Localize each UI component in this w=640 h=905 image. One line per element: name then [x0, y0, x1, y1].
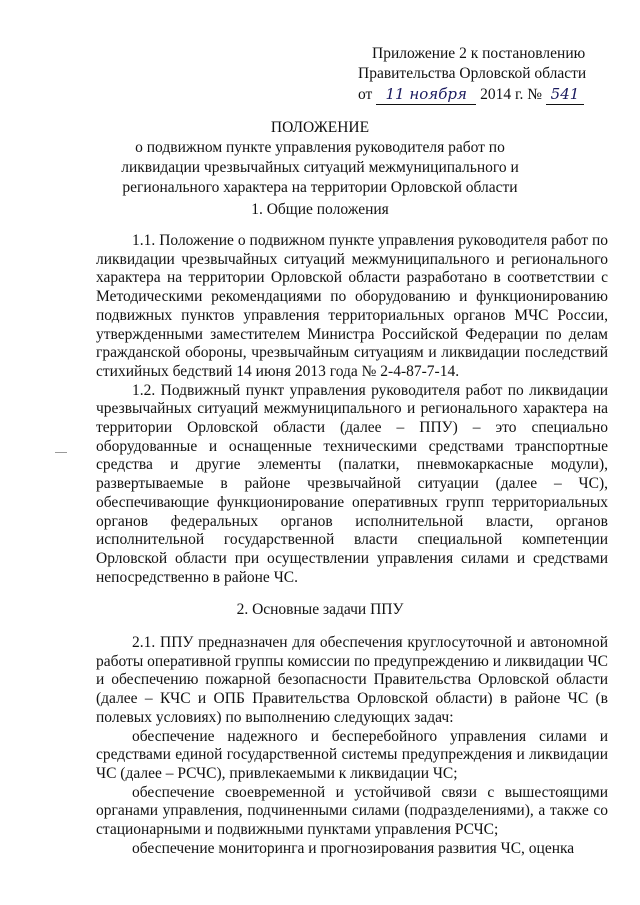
- margin-mark: [55, 452, 67, 453]
- appendix-line-2: Правительства Орловской области: [358, 65, 587, 82]
- section-1-heading: 1. Общие положения: [251, 201, 389, 218]
- appendix-year-label: 2014 г. №: [480, 86, 543, 103]
- handwritten-date: 11 ноября: [376, 84, 476, 105]
- section-1-body: [96, 232, 608, 587]
- appendix-header: [358, 44, 618, 105]
- paragraph-1-2: 1.2. Подвижный пункт управления руководителя работ по ликвидации чрезвычайных ситуаций межмуниципального и регионального характера на территории Орловской области (далее – ППУ) – это специально оборудованные и оснащенные техническими средствами транспортные средства и другие элементы (палатки, пневмокаркасные модули), развертываемые в районе чрезвычайной ситуации (далее – ЧС), обеспечивающие функционирование оперативных групп территориальных органов федеральных органов исполнительной власти, органов исполнительной государственной власти специальной компетенции Орловской области при осуществлении управления силами и средствами непосредственно в районе ЧС.: [96, 381, 608, 586]
- section-2-heading: 2. Основные задачи ППУ: [236, 601, 404, 618]
- handwritten-number: 541: [546, 84, 584, 105]
- paragraph-2-1: 2.1. ППУ предназначен для обеспечения круглосуточной и автономной работы оперативной группы комиссии по предупреждению и ликвидации ЧС и обеспечению пожарной безопасности Правительства Орловской области (далее – КЧС и ОПБ Правительства Орловской области) в районе ЧС (в полевых условиях) по выполнению следующих задач:: [96, 634, 608, 726]
- appendix-from-label: от: [358, 86, 373, 103]
- document-subtitle-text: о подвижном пункте управления руководителя работ по ликвидации чрезвычайных ситуаций межмуниципального и регионального характера на территории Орловской области: [121, 139, 519, 196]
- task-item-3: обеспечение мониторинга и прогнозирования развития ЧС, оценка: [132, 839, 575, 857]
- appendix-line-3: [358, 84, 618, 105]
- task-item-1: обеспечение надежного и бесперебойного управления силами и средствами единой государственной системы предупреждения и ликвидации ЧС (далее – РСЧС), привлекаемыми к ликвидации ЧС;: [96, 727, 608, 782]
- document-subtitle: [0, 138, 640, 198]
- task-item-2: обеспечение своевременной и устойчивой связи с вышестоящими органами управления, подчиненными силами (подразделениями), а также со стационарными и подвижными пунктами управления РСЧС;: [96, 783, 608, 839]
- appendix-line-1: Приложение 2 к постановлению: [372, 45, 586, 62]
- paragraph-1-1: 1.1. Положение о подвижном пункте управления руководителя работ по ликвидации чрезвычайных ситуаций межмуниципального и регионального характера на территории Орловской области разработано в соответствии с Методическими рекомендациями по оборудованию и функционированию подвижных пунктов управления территориальных органов МЧС России, утвержденными заместителем Министра Российской Федерации по делам гражданской обороны, чрезвычайным ситуациям и ликвидации последствий стихийных бедствий 14 июня 2013 года № 2-4-87-7-14.: [96, 232, 608, 380]
- document-title: ПОЛОЖЕНИЕ: [270, 119, 370, 136]
- section-2-body: [96, 634, 608, 858]
